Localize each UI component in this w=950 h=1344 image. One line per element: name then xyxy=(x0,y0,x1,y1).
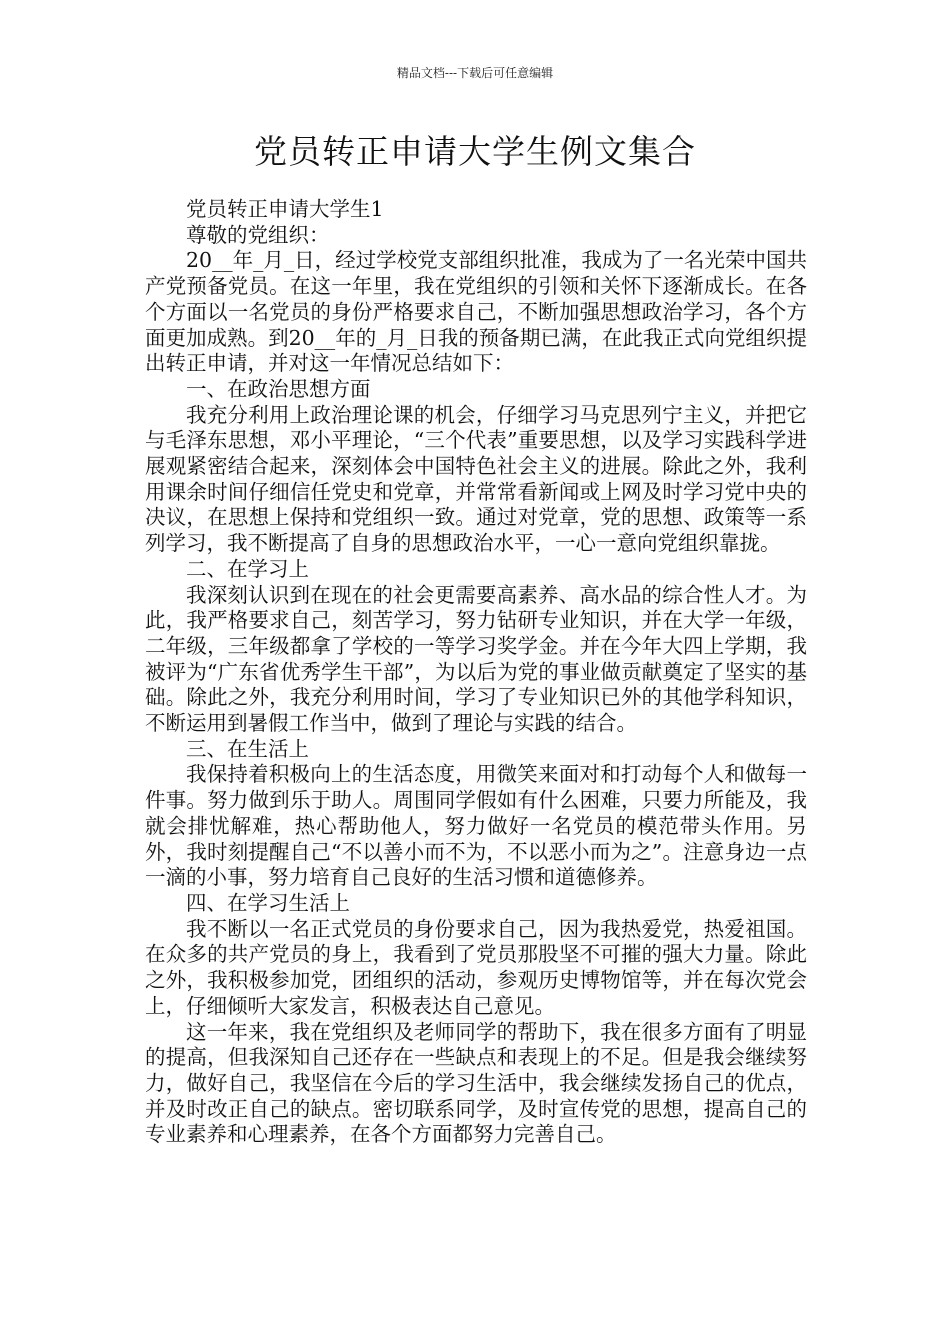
body-paragraph: 我充分利用上政治理论课的机会，仔细学习马克思列宁主义，并把它与毛泽东思想，邓小平理论，“三个代表”重要思想，以及学习实践科学进展观紧密结合起来，深刻体会中国特色社会主义的进展。除此之外，我利用课余时间仔细信任党史和党章，并常常看新闻或上网及时学习党中央的决议，在思想上保持和党组织一致。通过对党章，党的思想、政策等一系列学习，我不断提高了自身的思想政治水平，一心一意向党组织靠拢。 xyxy=(145,402,807,556)
section-heading: 党员转正申请大学生1 xyxy=(186,197,384,221)
body-paragraph: 我不断以一名正式党员的身份要求自己，因为我热爱党，热爱祖国。在众多的共产党员的身上，我看到了党员那股坚不可摧的强大力量。除此之外，我积极参加党，团组织的活动，参观历史博物馆等，并在每次党会上，仔细倾听大家发言，积极表达自己意见。 xyxy=(145,916,807,1018)
subsection-heading: 四、在学习生活上 xyxy=(186,890,350,915)
subsection-heading: 三、在生活上 xyxy=(186,736,309,761)
closing-paragraph: 这一年来，我在党组织及老师同学的帮助下，我在很多方面有了明显的提高，但我深知自己还存在一些缺点和表现上的不足。但是我会继续努力，做好自己，我坚信在今后的学习生活中，我会继续发扬自己的优点，并及时改正自己的缺点。密切联系同学，及时宣传党的思想，提高自己的专业素养和心理素养，在各个方面都努力完善自己。 xyxy=(145,1019,807,1147)
salutation: 尊敬的党组织： xyxy=(186,222,330,247)
header-note: 精品文档---下载后可任意编辑 xyxy=(396,66,554,80)
body-paragraph: 我保持着积极向上的生活态度，用微笑来面对和打动每个人和做每一件事。努力做到乐于助人。周围同学假如有什么困难，只要力所能及，我就会排忧解难，热心帮助他人，努力做好一名党员的模范带头作用。另外，我时刻提醒自己“不以善小而不为，不以恶小而为之”。注意身边一点一滴的小事，努力培育自己良好的生活习惯和道德修养。 xyxy=(145,762,807,890)
body-paragraph: 20__年_月_日，经过学校党支部组织批准，我成为了一名光荣中国共产党预备党员。在这一年里，我在党组织的引领和关怀下逐渐成长。在各个方面以一名党员的身份严格要求自己，不断加强思想政治学习，各个方面更加成熟。到20__年的_月_日我的预备期已满，在此我正式向党组织提出转正申请，并对这一年情况总结如下： xyxy=(145,248,807,376)
subsection-heading: 一、在政治思想方面 xyxy=(186,376,371,401)
subsection-heading: 二、在学习上 xyxy=(186,556,309,581)
document-title: 党员转正申请大学生例文集合 xyxy=(254,132,696,171)
body-paragraph: 我深刻认识到在现在的社会更需要高素养、高水品的综合性人才。为此，我严格要求自己，刻苦学习，努力钻研专业知识，并在大学一年级，二年级，三年级都拿了学校的一等学习奖学金。并在今年大四上学期，我被评为“广东省优秀学生干部”，为以后为党的事业做贡献奠定了坚实的基础。除此之外，我充分利用时间，学习了专业知识已外的其他学科知识，不断运用到暑假工作当中，做到了理论与实践的结合。 xyxy=(145,582,807,736)
document-body xyxy=(145,197,807,1148)
